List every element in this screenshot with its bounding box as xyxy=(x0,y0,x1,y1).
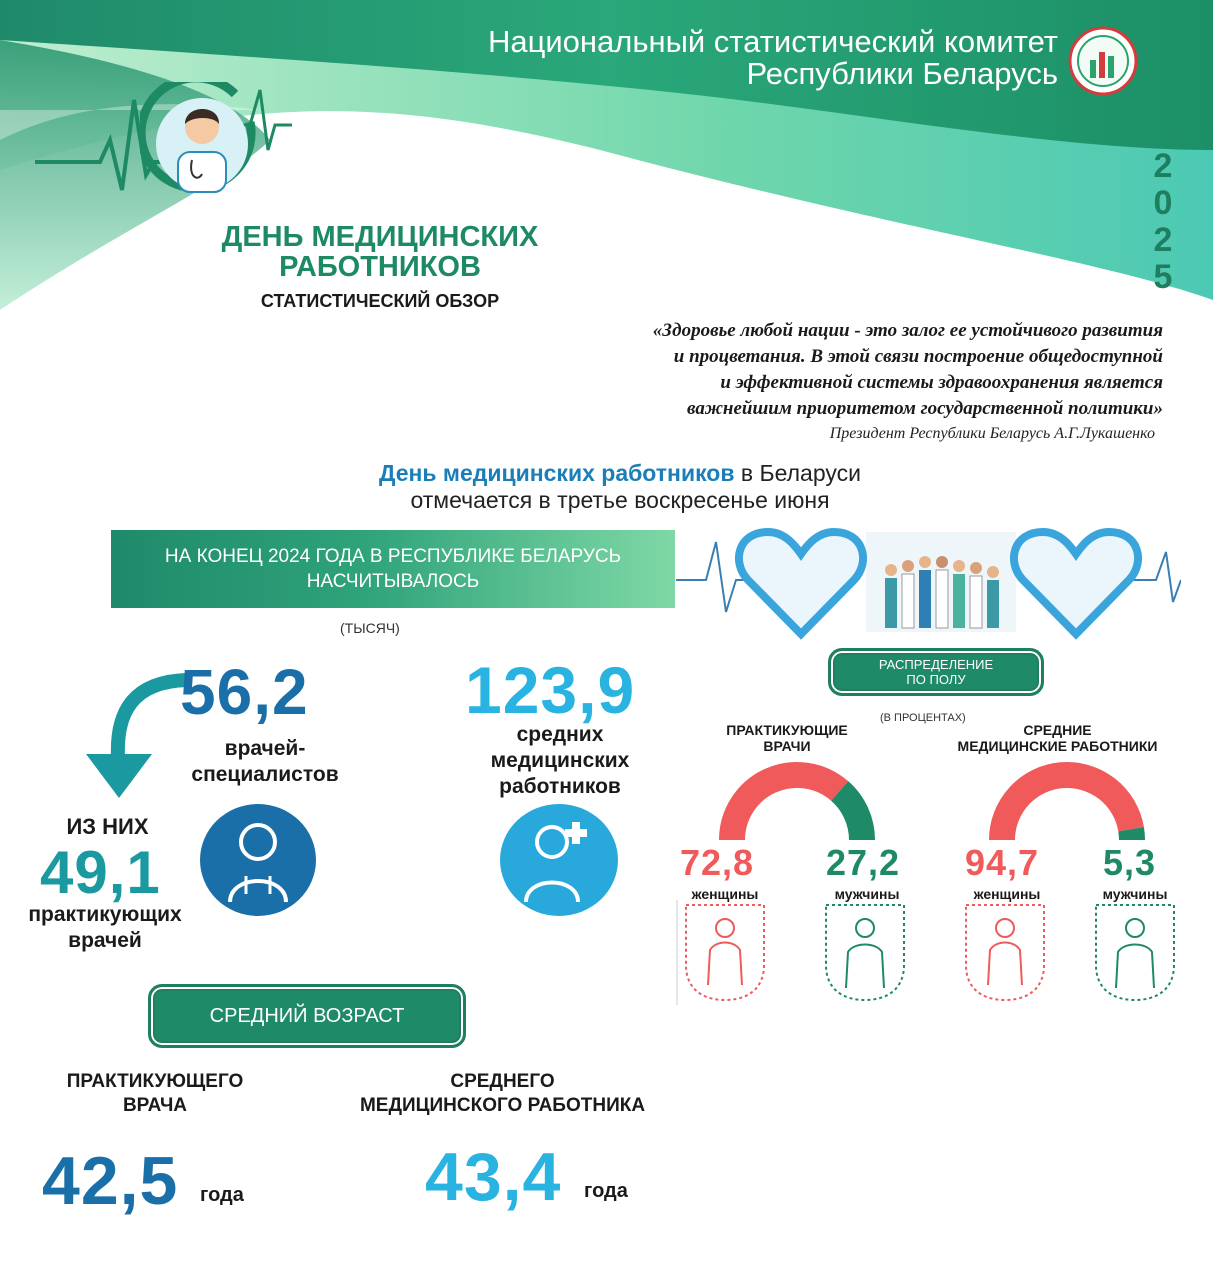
group2-women-value: 94,7 xyxy=(965,842,1040,883)
group2-men-label: мужчины xyxy=(1102,886,1168,902)
male-nurse-badge-icon xyxy=(1096,905,1174,1000)
gauge-men-arc xyxy=(840,791,862,840)
nurse-age-unit: года xyxy=(584,1180,628,1202)
year-digit: 2 xyxy=(1153,221,1173,259)
doctors-label-line1: врачей- xyxy=(224,737,306,760)
doctor-age-title xyxy=(40,1070,270,1118)
year-digit: 5 xyxy=(1153,258,1173,296)
nurse-age-title xyxy=(330,1070,675,1118)
nurse-age-title-line1: СРЕДНЕГО xyxy=(450,1071,555,1092)
page-subtitle: СТАТИСТИЧЕСКИЙ ОБЗОР xyxy=(260,291,500,311)
group1-title-line2: ВРАЧИ xyxy=(763,738,811,754)
doctor-age-title-line1: ПРАКТИКУЮЩЕГО xyxy=(66,1071,244,1092)
president-quote xyxy=(463,318,1163,422)
practicing-value: 49,1 xyxy=(40,839,161,906)
gender-gauges xyxy=(676,750,1196,850)
quote-line: и процветания. В этой связи построение общедоступной xyxy=(673,346,1163,367)
page-title-line1: ДЕНЬ МЕДИЦИНСКИХ xyxy=(221,221,539,253)
nurse-age-title-line2: МЕДИЦИНСКОГО РАБОТНИКА xyxy=(359,1095,646,1116)
group1-men-label: мужчины xyxy=(834,886,900,902)
group2-men-value: 5,3 xyxy=(1103,842,1157,883)
unit-thousand: (ТЫСЯЧ) xyxy=(340,620,400,636)
doctor-avatar-icon xyxy=(140,82,275,202)
day-info-bold: День медицинских работников xyxy=(379,460,735,486)
nurse-age-value: 43,4 xyxy=(425,1139,562,1215)
quote-line: «Здоровье любой нации - это залог ее устойчивого развития xyxy=(652,320,1163,341)
gauge-women-arc xyxy=(732,775,840,840)
gauge-women-arc xyxy=(1002,775,1131,840)
doctors-value: 56,2 xyxy=(180,656,309,728)
gauge-men-arc xyxy=(1131,829,1132,840)
practicing-label xyxy=(10,902,200,954)
group1-women-value: 72,8 xyxy=(680,842,755,883)
banner-line2: НАСЧИТЫВАЛОСЬ xyxy=(306,571,480,592)
org-title-line1: Национальный статистический комитет xyxy=(487,24,1058,59)
day-info-line2: отмечается в третье воскресенье июня xyxy=(410,487,830,513)
hearts-illustration xyxy=(676,522,1181,642)
nurses-value: 123,9 xyxy=(465,653,636,727)
practicing-label-line2: врачей xyxy=(68,929,142,952)
nurses-label-line1: средних xyxy=(516,723,604,746)
of-them-label: ИЗ НИХ xyxy=(66,814,149,839)
org-title xyxy=(488,26,1058,90)
year-digit: 2 xyxy=(1153,147,1173,185)
group2-women-label: женщины xyxy=(973,886,1041,902)
doctors-label-line2: специалистов xyxy=(191,763,339,786)
nurses-label-line3: работников xyxy=(499,775,621,798)
doctor-age-title-line2: ВРАЧА xyxy=(122,1095,188,1116)
female-doctor-badge-icon xyxy=(686,905,764,1000)
nurses-label-line2: медицинских xyxy=(490,749,630,772)
group1-title-line1: ПРАКТИКУЮЩИЕ xyxy=(726,722,848,738)
nurse-icon xyxy=(500,804,618,916)
page-title-line2: РАБОТНИКОВ xyxy=(279,251,481,283)
gender-pill-line2: ПО ПОЛУ xyxy=(906,672,966,687)
doctor-age-unit: года xyxy=(200,1184,244,1206)
doctors-label xyxy=(160,736,370,788)
stats-banner xyxy=(111,530,675,608)
banner-line1: НА КОНЕЦ 2024 ГОДА В РЕСПУБЛИКЕ БЕЛАРУСЬ xyxy=(164,546,622,567)
quote-author: Президент Республики Беларусь А.Г.Лукашенко xyxy=(829,425,1155,442)
gender-badges xyxy=(676,900,1196,1010)
male-doctor-badge-icon xyxy=(826,905,904,1000)
doctor-age-value: 42,5 xyxy=(42,1143,179,1219)
group1-women-label: женщины xyxy=(691,886,759,902)
group2-title-line2: МЕДИЦИНСКИЕ РАБОТНИКИ xyxy=(957,738,1158,754)
gender-pill-line1: РАСПРЕДЕЛЕНИЕ xyxy=(878,657,994,672)
group2-title-line1: СРЕДНИЕ xyxy=(1023,722,1092,738)
belstat-emblem-icon[interactable] xyxy=(1068,24,1138,98)
quote-line: важнейшим приоритетом государственной политики» xyxy=(686,398,1163,419)
female-nurse-badge-icon xyxy=(966,905,1044,1000)
day-info xyxy=(300,460,940,514)
group1-men-value: 27,2 xyxy=(826,842,901,883)
gender-distribution-pill[interactable] xyxy=(828,648,1044,696)
day-info-rest: в Беларуси xyxy=(734,460,861,486)
female-doctor-icon xyxy=(200,804,316,916)
page-title xyxy=(200,222,560,282)
quote-line: и эффективной системы здравоохранения является xyxy=(720,372,1163,393)
average-age-pill[interactable]: СРЕДНИЙ ВОЗРАСТ xyxy=(148,984,466,1048)
nurses-label xyxy=(465,722,655,800)
year-digit: 0 xyxy=(1153,184,1173,222)
gender-unit: (В ПРОЦЕНТАХ) xyxy=(880,712,966,724)
practicing-label-line1: практикующих xyxy=(28,903,182,926)
year-vertical xyxy=(1148,148,1178,296)
org-title-line2: Республики Беларусь xyxy=(746,56,1058,91)
